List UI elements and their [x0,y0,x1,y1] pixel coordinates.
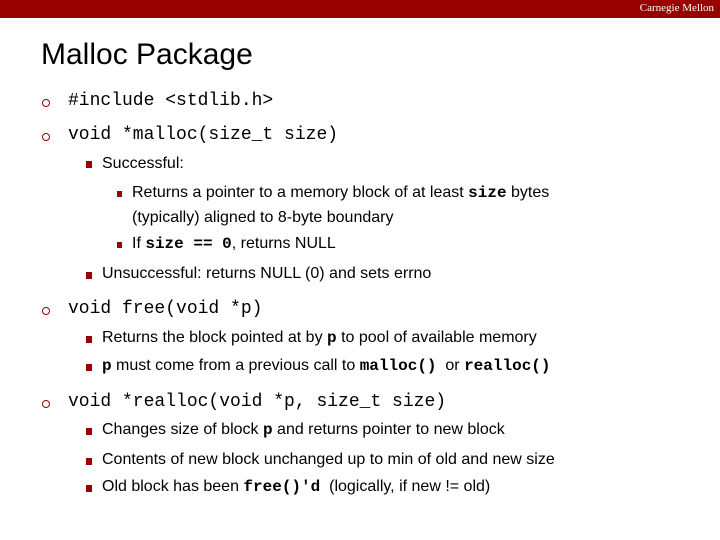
malloc-successful: Successful: [102,155,184,172]
square-bullet-icon [86,458,92,465]
text-segment: Returns the block pointed at by [102,329,328,346]
text-segment: or [436,357,465,374]
malloc-returns-pointer [132,184,549,202]
realloc-signature: void *realloc(void *p, size_t size) [68,392,447,412]
square-bullet-icon [117,191,122,197]
header-bar [0,0,720,18]
realloc-changes-size [102,421,505,439]
include-line: #include <stdlib.h> [68,91,274,111]
square-bullet-icon [86,336,92,343]
realloc-contents: Contents of new block unchanged up to min of old and new size [102,451,555,468]
text-segment: (logically, if new != old) [320,478,491,495]
circle-bullet-icon [42,99,50,107]
square-bullet-icon [86,428,92,435]
code-p: p [262,421,273,439]
free-signature: void free(void *p) [68,299,263,319]
code-realloc: realloc() [464,357,551,375]
text-segment: If [132,235,146,252]
free-returns-block [102,329,537,347]
square-bullet-icon [117,242,122,248]
square-bullet-icon [86,364,92,371]
malloc-size-zero [132,235,336,253]
slide-title: Malloc Package [41,38,253,71]
text-segment: , returns NULL [231,235,336,252]
text-segment: Changes size of block [102,421,263,438]
malloc-signature: void *malloc(size_t size) [68,125,339,145]
text-segment: Old block has been [102,478,244,495]
free-previous-call [102,357,551,375]
malloc-alignment: (typically) aligned to 8-byte boundary [132,209,394,226]
code-size: size [468,184,507,202]
text-segment: bytes [506,184,550,201]
malloc-unsuccessful: Unsuccessful: returns NULL (0) and sets errno [102,265,432,282]
text-segment: Returns a pointer to a memory block of at least [132,184,469,201]
square-bullet-icon [86,272,92,279]
text-segment: and returns pointer to new block [272,421,505,438]
circle-bullet-icon [42,307,50,315]
code-malloc: malloc() [359,357,437,375]
code-p: p [102,357,112,375]
text-segment: to pool of available memory [336,329,537,346]
circle-bullet-icon [42,400,50,408]
realloc-old-block [102,478,490,496]
square-bullet-icon [86,485,92,492]
code-size-zero: size == 0 [145,235,232,253]
code-p: p [327,329,337,347]
circle-bullet-icon [42,133,50,141]
brand-label: Carnegie Mellon [639,2,714,14]
square-bullet-icon [86,161,92,168]
text-segment: must come from a previous call to [111,357,360,374]
code-free: free()'d [243,478,321,496]
